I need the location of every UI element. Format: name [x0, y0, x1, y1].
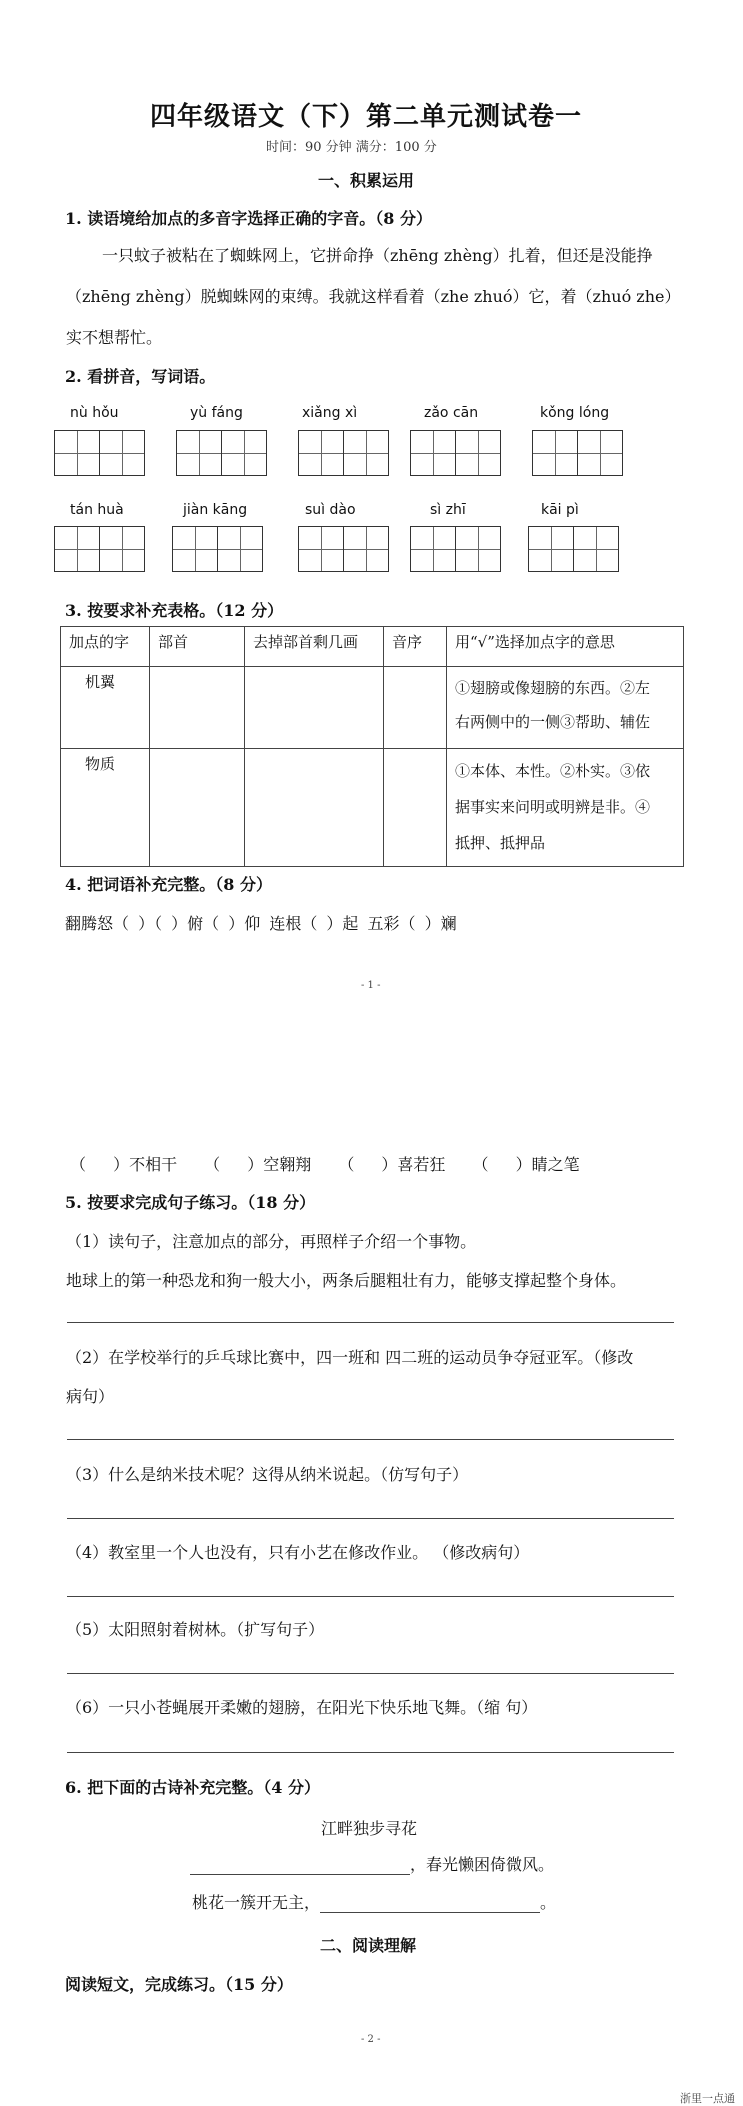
poem-blank-1[interactable] [190, 1856, 410, 1875]
q7-title: 阅读短文，完成练习。（15 分） [65, 1975, 293, 1994]
poem-blank-2[interactable] [320, 1894, 540, 1913]
q5-s5: （5）太阳照射着树林。（扩写句子） [66, 1620, 325, 1639]
table-cell-meanings [447, 749, 684, 867]
pinyin: kāi pì [541, 502, 579, 518]
poem-line-1 [190, 1852, 554, 1875]
table-cell-input[interactable] [384, 667, 447, 749]
writing-grid[interactable] [532, 430, 621, 476]
q1-text-line-2: （zhēng zhèng）脱蜘蛛网的束缚。我就这样看着（zhe zhuó）它，着（zhuó zhe） [66, 287, 681, 306]
answer-line[interactable] [67, 1439, 674, 1440]
q5-title: 5. 按要求完成句子练习。（18 分） [65, 1193, 316, 1212]
exam-subtitle: 时间：90 分钟 满分：100 分 [266, 140, 437, 155]
meaning-line: ①翅膀或像翅膀的东西。②左 [455, 679, 651, 697]
answer-line[interactable] [67, 1518, 674, 1519]
table-header: 用“√”选择加点字的意思 [447, 627, 684, 667]
table-cell-input[interactable] [150, 667, 245, 749]
page-number: - 1 - [361, 980, 381, 991]
q4-words-line-1: 翻腾怒（ ）（ ）俯（ ）仰 连根（ ）起 五彩（ ）斓 [65, 914, 457, 933]
word-jiyi: 机翼 [85, 673, 116, 691]
answer-line[interactable] [67, 1673, 674, 1674]
footer-watermark: 浙里一点通 [680, 2092, 735, 2105]
section-heading-1: 一、积累运用 [318, 171, 415, 190]
pinyin: tán huà [70, 502, 124, 518]
q4-words-line-2: （ ）不相干 （ ）空翱翔 （ ）喜若狂 （ ）睛之笔 [70, 1155, 580, 1174]
q1-text-line-3: 实不想帮忙。 [66, 328, 163, 347]
page-number: - 2 - [361, 2034, 381, 2045]
table-header: 部首 [150, 627, 245, 667]
q5-s1-example: 地球上的第一种恐龙和狗一般大小，两条后腿粗壮有力，能够支撑起整个身体。 [66, 1271, 627, 1290]
table-cell-meanings [447, 667, 684, 749]
q3-title: 3. 按要求补充表格。（12 分） [65, 601, 284, 620]
page-title: 四年级语文（下）第二单元测试卷一 [150, 102, 583, 132]
pinyin: xiǎng xì [302, 405, 358, 421]
table-cell-input[interactable] [150, 749, 245, 867]
q4-title: 4. 把词语补充完整。（8 分） [65, 875, 272, 894]
q5-s4: （4）教室里一个人也没有，只有小艺在修改作业。 （修改病句） [66, 1543, 530, 1562]
writing-grid[interactable] [528, 526, 617, 572]
answer-line[interactable] [67, 1596, 674, 1597]
answer-line[interactable] [67, 1322, 674, 1323]
table-cell-input[interactable] [245, 667, 384, 749]
poem-line-2 [192, 1890, 556, 1913]
pinyin: sì zhī [430, 502, 466, 518]
pinyin: nù hǒu [70, 405, 119, 421]
table-cell-word [61, 667, 150, 749]
writing-grid[interactable] [176, 430, 265, 476]
table-cell-input[interactable] [384, 749, 447, 867]
poem-line-2-head: 桃花一簇开无主， [192, 1893, 321, 1912]
q3-table [60, 626, 684, 867]
q1-title: 1. 读语境给加点的多音字选择正确的字音。（8 分） [65, 209, 432, 228]
word-wuzhi: 物质 [85, 755, 116, 773]
meaning-line: ①本体、本性。②朴实。③依 [455, 762, 651, 780]
section-heading-2: 二、阅读理解 [320, 1936, 417, 1955]
poem-title: 江畔独步寻花 [321, 1819, 418, 1838]
q5-s2-line-1: （2）在学校举行的乒乓球比赛中，四一班和 四二班的运动员争夺冠亚军。（修改 [66, 1348, 634, 1367]
writing-grid[interactable] [172, 526, 261, 572]
q5-s3: （3）什么是纳米技术呢？这得从纳米说起。（仿写句子） [66, 1465, 469, 1484]
writing-grid[interactable] [298, 526, 387, 572]
q6-title: 6. 把下面的古诗补充完整。（4 分） [65, 1778, 320, 1797]
meaning-line: 据事实来问明或明辨是非。④ [455, 798, 651, 816]
poem-line-2-tail: 。 [540, 1893, 557, 1912]
poem-line-1-tail: ，春光懒困倚微风。 [410, 1855, 555, 1874]
table-header: 去掉部首剩几画 [245, 627, 384, 667]
table-header: 音序 [384, 627, 447, 667]
writing-grid[interactable] [298, 430, 387, 476]
writing-grid[interactable] [54, 526, 143, 572]
table-cell-input[interactable] [245, 749, 384, 867]
pinyin: suì dào [305, 502, 356, 518]
writing-grid[interactable] [410, 430, 499, 476]
pinyin: kǒng lóng [540, 405, 610, 421]
writing-grid[interactable] [54, 430, 143, 476]
table-cell-word [61, 749, 150, 867]
meaning-line: 右两侧中的一侧③帮助、辅佐 [455, 713, 651, 731]
pinyin: jiàn kāng [183, 502, 248, 518]
q5-s6: （6）一只小苍蝇展开柔嫩的翅膀，在阳光下快乐地飞舞。（缩 句） [66, 1698, 538, 1717]
q1-text-line-1: 一只蚊子被粘在了蜘蛛网上，它拼命挣（zhēng zhèng）扎着，但还是没能挣 [102, 246, 653, 265]
pinyin: yù fáng [190, 405, 243, 421]
meaning-line: 抵押、抵押品 [455, 834, 546, 852]
table-header: 加点的字 [61, 627, 150, 667]
q2-title: 2. 看拼音，写词语。 [65, 367, 216, 386]
q5-s1-prompt: （1）读句子，注意加点的部分，再照样子介绍一个事物。 [66, 1232, 477, 1251]
q5-s2-line-2: 病句） [66, 1387, 115, 1406]
writing-grid[interactable] [410, 526, 499, 572]
pinyin: zǎo cān [424, 405, 479, 421]
answer-line[interactable] [67, 1752, 674, 1753]
